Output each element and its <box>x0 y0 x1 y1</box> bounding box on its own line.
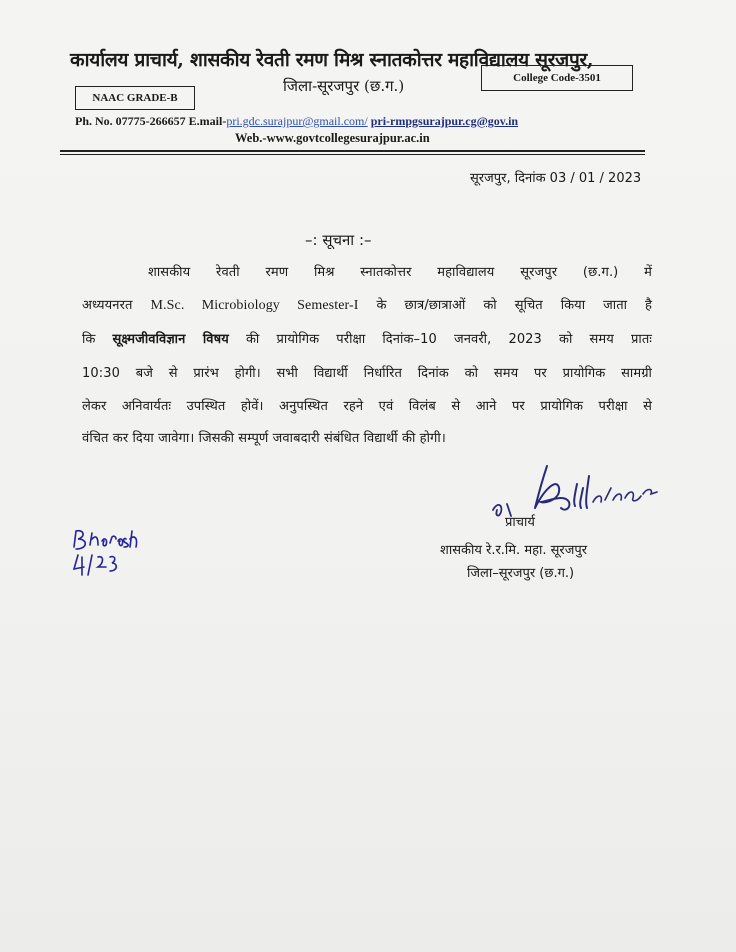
handwritten-initials <box>70 525 170 581</box>
body-line-1 <box>148 262 652 280</box>
phone-number: Ph. No. 07775-266657 <box>75 114 186 128</box>
letterhead-district: जिला-सूरजपुर (छ.ग.) <box>283 77 405 95</box>
body-line-5: लेकर अनिवार्यतः उपस्थित होवें। अनुपस्थित रहने एवं विलंब से आने पर प्रायोगिक परीक्षा से <box>82 399 652 414</box>
notice-heading: –: सूचना :– <box>305 231 372 249</box>
letterhead-rule-thin <box>60 154 645 155</box>
body-text-3a: कि <box>82 332 96 347</box>
contact-line <box>75 114 518 129</box>
course-name: M.Sc. Microbiology Semester-I <box>150 298 359 313</box>
naac-grade-box <box>75 86 195 110</box>
college-code-box <box>481 65 633 91</box>
email-link-primary[interactable]: pri.gdc.surajpur@gmail.com/ <box>226 114 368 128</box>
body-text-1: शासकीय रेवती रमण मिश्र स्नातकोत्तर महाविद्यालय सूरजपुर (छ.ग.) में <box>148 265 652 280</box>
body-text-3c: की प्रायोगिक परीक्षा दिनांक–10 जनवरी, 2023 को समय प्रातः <box>245 332 653 347</box>
email-link-secondary[interactable]: pri-rmpgsurajpur.cg@gov.in <box>370 114 519 128</box>
body-line-3 <box>82 329 652 347</box>
email-label: E.mail- <box>188 114 227 128</box>
body-text-2c: के छात्र/छात्राओं को सूचित किया जाता है <box>376 298 653 313</box>
college-code: College Code-3501 <box>513 72 601 84</box>
signatory-designation: प्राचार्य <box>505 515 535 530</box>
body-line-4: 10:30 बजे से प्रारंभ होगी। सभी विद्यार्थी निर्धारित दिनांक को समय पर प्रायोगिक सामग्री <box>82 366 652 381</box>
notice-date: सूरजपुर, दिनांक 03 / 01 / 2023 <box>470 171 642 186</box>
signatory-district: जिला–सूरजपुर (छ.ग.) <box>467 566 575 581</box>
website-line: Web.-www.govtcollegesurajpur.ac.in <box>235 131 430 145</box>
body-line-2 <box>82 295 652 314</box>
subject-name: सूक्ष्मजीवविज्ञान विषय <box>112 332 229 347</box>
body-text-2a: अध्ययनरत <box>82 298 133 313</box>
naac-grade: NAAC GRADE-B <box>92 92 178 104</box>
body-line-6: वंचित कर दिया जावेगा। जिसकी सम्पूर्ण जवाबदारी संबंधित विद्यार्थी की होगी। <box>82 431 446 446</box>
letterhead-rule <box>60 150 645 152</box>
signatory-college: शासकीय रे.र.मि. महा. सूरजपुर <box>440 543 588 558</box>
office-title: कार्यालय प्राचार्य, शासकीय रेवती रमण मिश्र स्नातकोत्तर महाविद्यालय सूरजपुर, <box>70 49 594 71</box>
